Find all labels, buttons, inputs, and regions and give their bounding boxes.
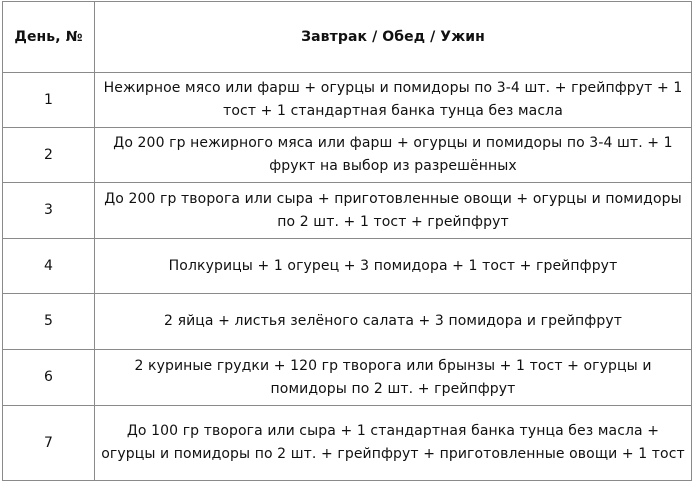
day-number: 6 <box>3 350 95 406</box>
day-number: 5 <box>3 294 95 350</box>
header-day: День, № <box>3 2 95 73</box>
table-row <box>3 406 692 481</box>
meal-description: До 200 гр нежирного мяса или фарш + огурцы и помидоры по 3-4 шт. + 1 фрукт на выбор из разрешённых <box>95 128 692 183</box>
header-meals: Завтрак / Обед / Ужин <box>95 2 692 73</box>
day-number: 4 <box>3 239 95 294</box>
meal-description: 2 куриные грудки + 120 гр творога или брынзы + 1 тост + огурцы и помидоры по 2 шт. + грейпфрут <box>95 350 692 406</box>
table-row <box>3 294 692 350</box>
day-number: 3 <box>3 183 95 239</box>
meal-description: До 100 гр творога или сыра + 1 стандартная банка тунца без масла + огурцы и помидоры по 2 шт. + грейпфрут + приготовленные овощи + 1 тост <box>95 406 692 481</box>
meal-description: 2 яйца + листья зелёного салата + 3 помидора и грейпфрут <box>95 294 692 350</box>
day-number: 7 <box>3 406 95 481</box>
meal-description: До 200 гр творога или сыра + приготовленные овощи + огурцы и помидоры по 2 шт. + 1 тост + грейпфрут <box>95 183 692 239</box>
day-number: 1 <box>3 73 95 128</box>
table-row <box>3 239 692 294</box>
table-row <box>3 350 692 406</box>
diet-plan-table <box>2 1 692 481</box>
meal-description: Нежирное мясо или фарш + огурцы и помидоры по 3-4 шт. + грейпфрут + 1 тост + 1 стандартная банка тунца без масла <box>95 73 692 128</box>
table-row <box>3 183 692 239</box>
meal-description: Полкурицы + 1 огурец + 3 помидора + 1 тост + грейпфрут <box>95 239 692 294</box>
table-row <box>3 128 692 183</box>
day-number: 2 <box>3 128 95 183</box>
table-row <box>3 73 692 128</box>
table-header-row <box>3 2 692 73</box>
